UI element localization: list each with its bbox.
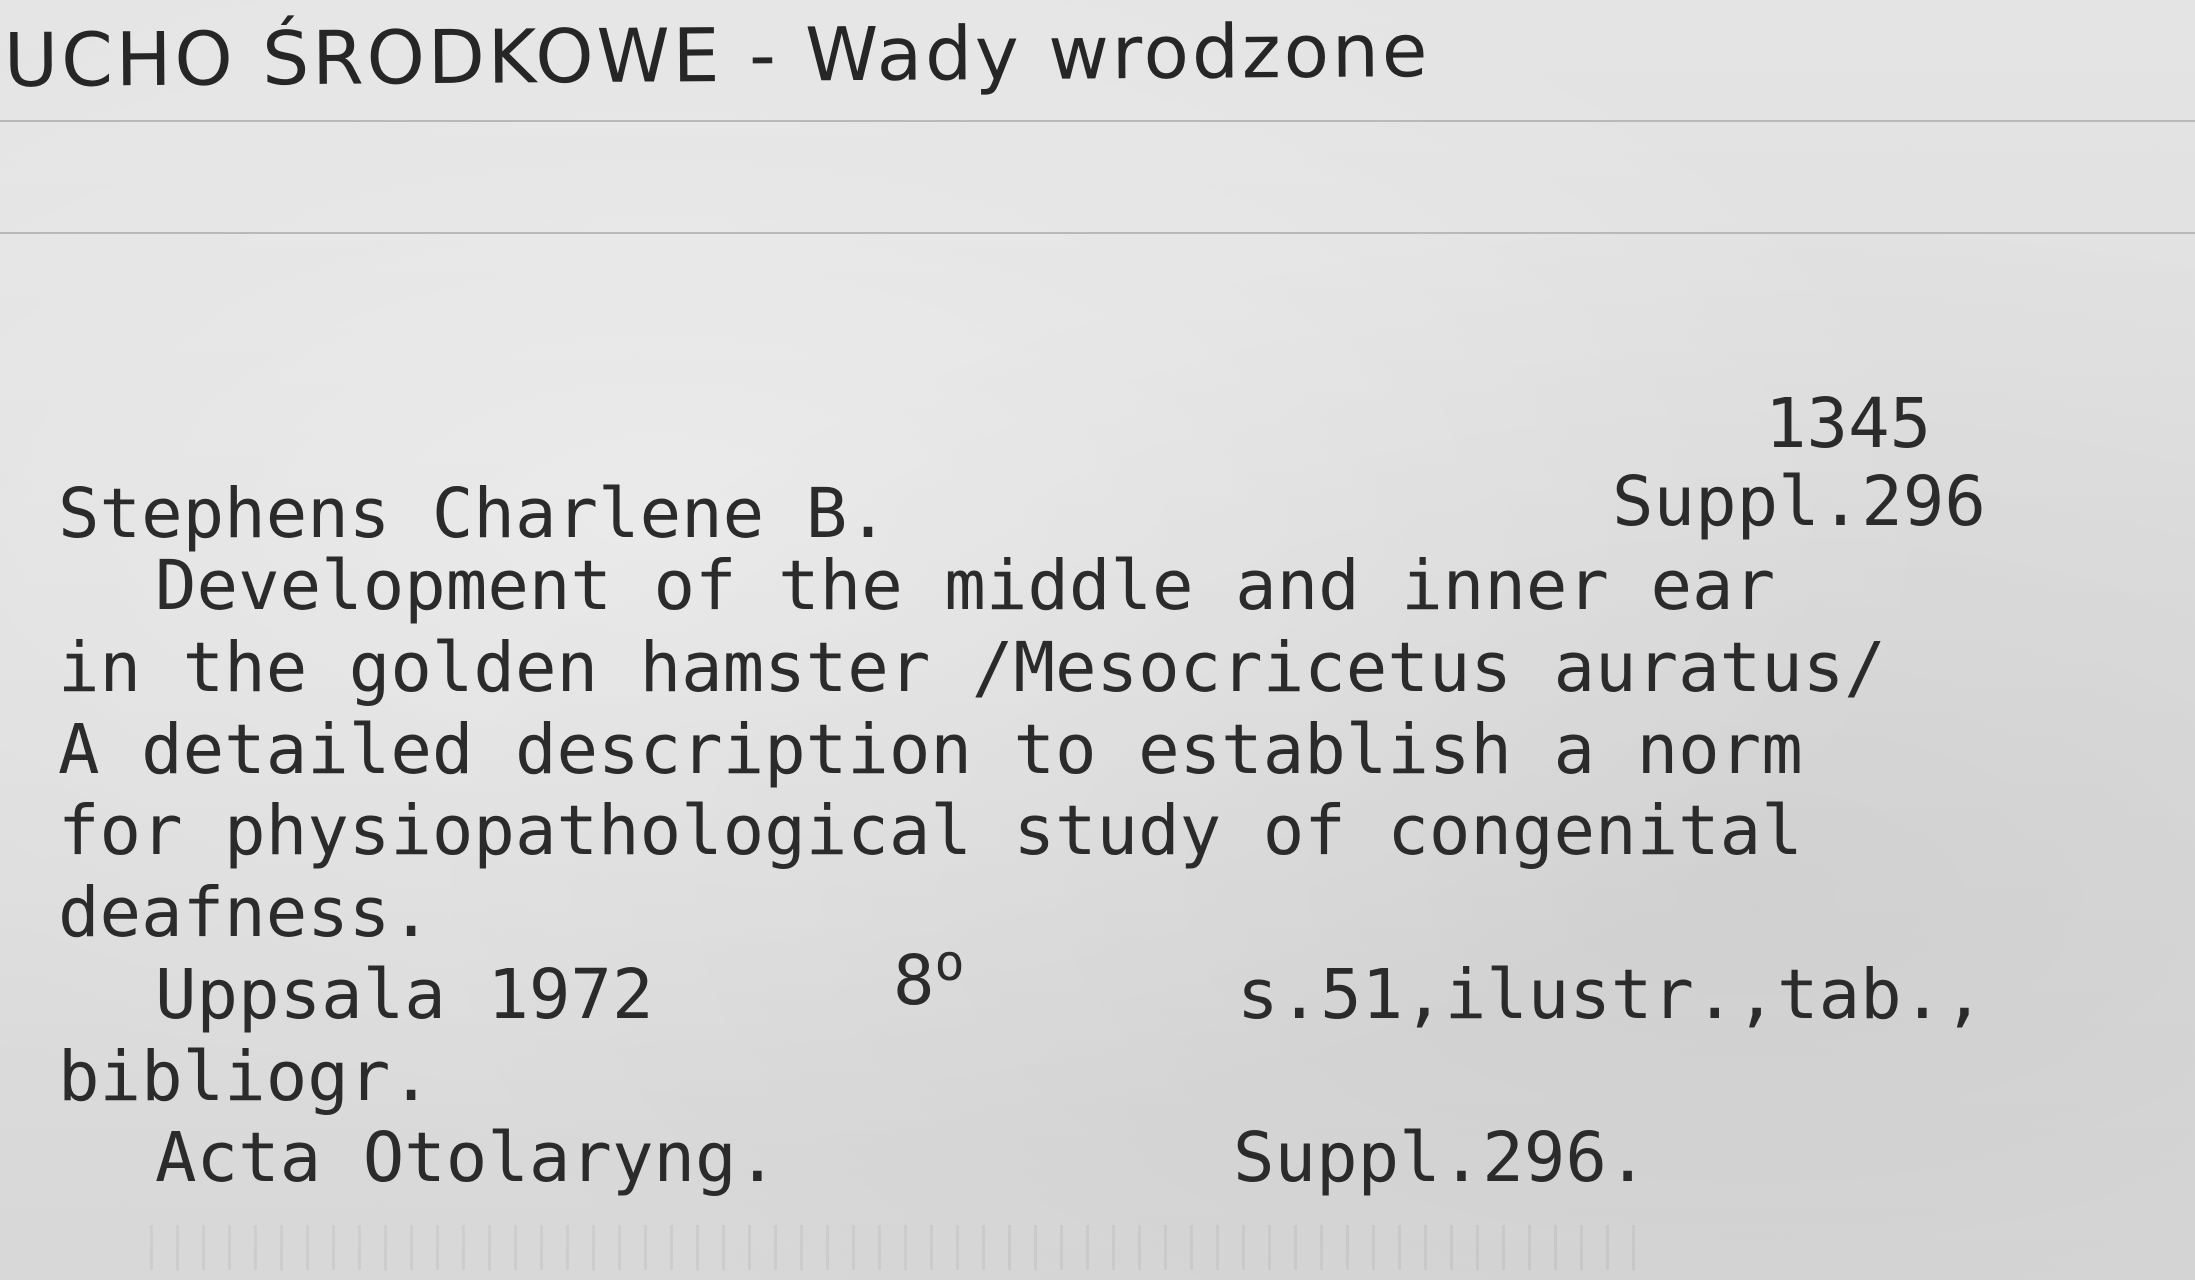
title-line: for physiopathological study of congenital	[58, 791, 1803, 871]
accession-number: 1345	[1765, 384, 1932, 464]
title-line: A detailed description to establish a norm	[58, 710, 1803, 790]
imprint-place-year: Uppsala 1972	[155, 955, 654, 1035]
subject-heading: UCHO ŚRODKOWE - Wady wrodzone	[3, 8, 1431, 104]
pagination: s.51,ilustr.,tab.,	[1237, 955, 1985, 1035]
shelf-mark: Suppl.296	[1612, 462, 1986, 542]
title-line: Development of the middle and inner ear	[155, 546, 1776, 626]
title-line: deafness.	[58, 873, 432, 953]
format-degree: o	[934, 934, 965, 992]
pagination-continuation: bibliogr.	[58, 1037, 432, 1117]
series-supplement: Suppl.296.	[1233, 1118, 1649, 1198]
card-bottom-marks	[150, 1225, 1650, 1270]
format-value: 8	[893, 941, 935, 1021]
title-line: in the golden hamster /Mesocricetus auratus/	[58, 628, 1886, 708]
heading-rule	[0, 120, 2195, 122]
series-journal: Acta Otolaryng.	[155, 1118, 779, 1198]
book-format	[893, 934, 965, 1021]
author-name: Stephens Charlene B.	[58, 474, 889, 554]
header-rule	[0, 232, 2195, 234]
